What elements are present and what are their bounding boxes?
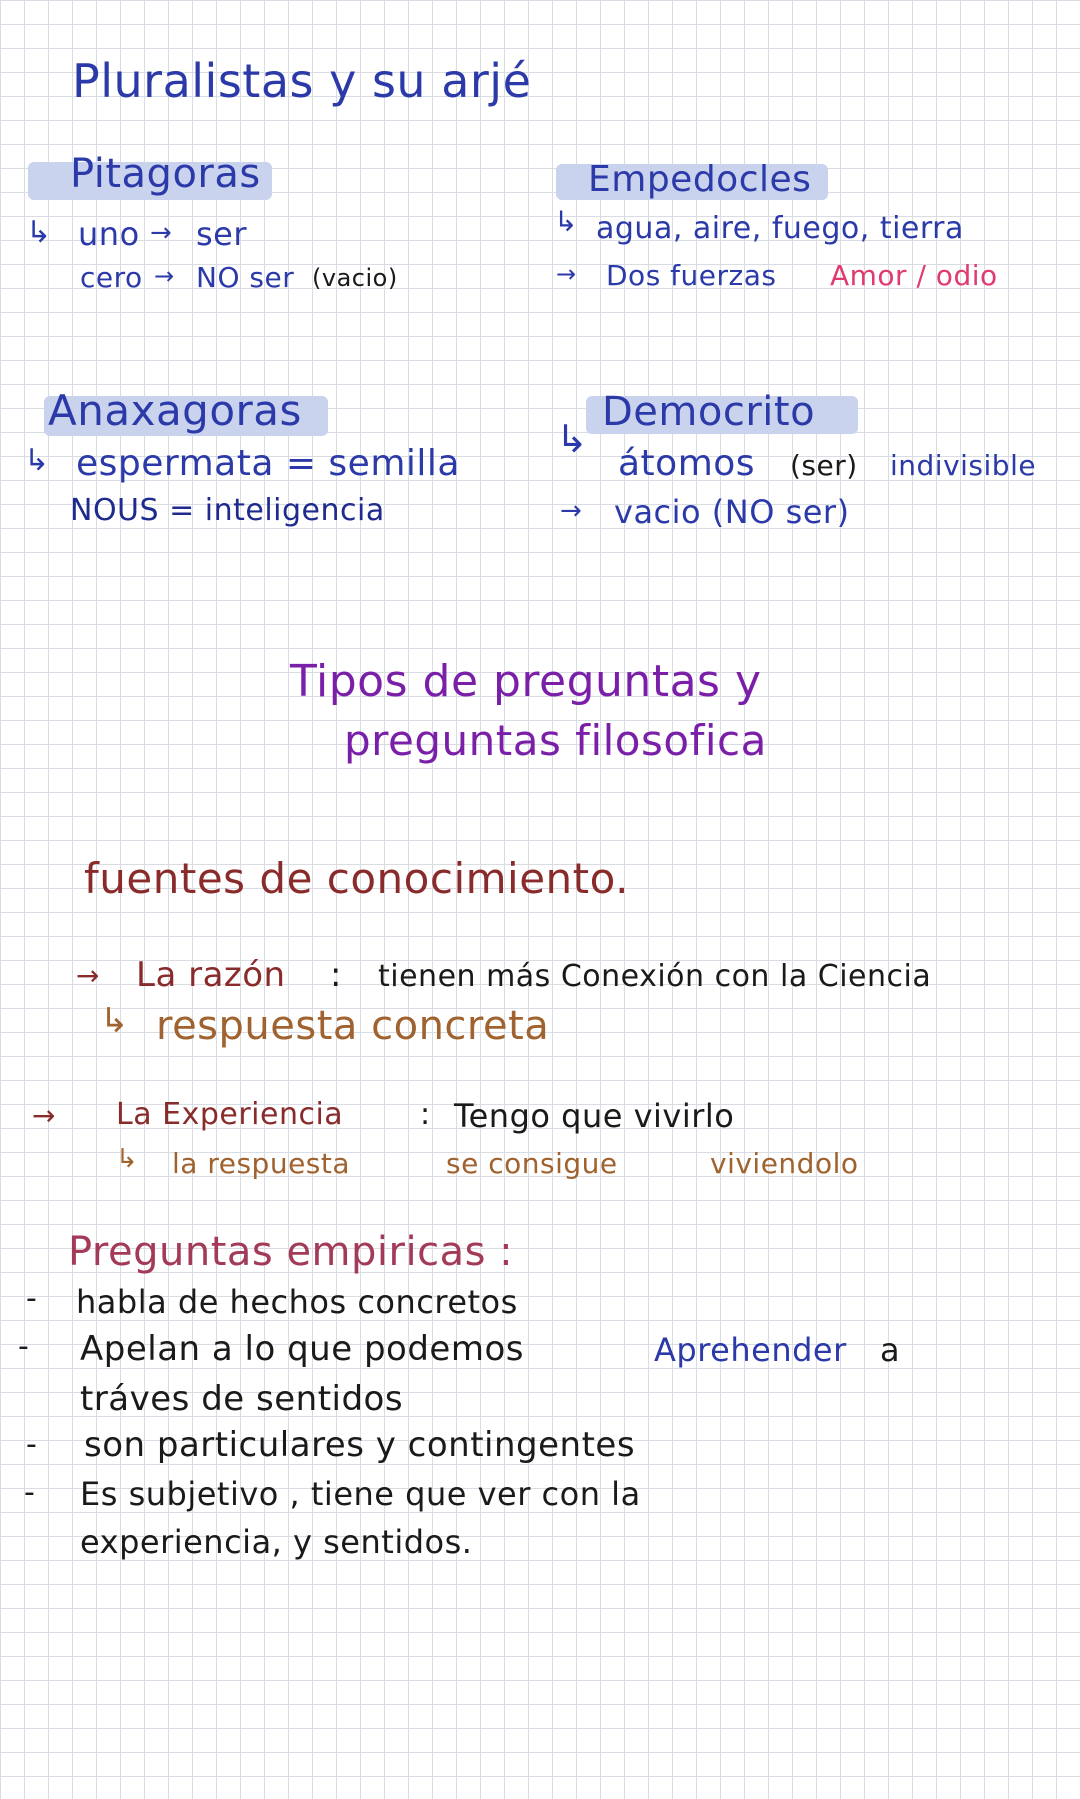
experiencia-label: La Experiencia: [116, 1097, 344, 1132]
section-title-line2: preguntas filosofica: [344, 716, 767, 765]
experiencia-sub-b: se consigue: [446, 1147, 618, 1180]
anaxagoras-heading: Anaxagoras: [48, 386, 302, 435]
hook-arrow-icon: ↳: [556, 417, 589, 461]
democrito-heading: Democrito: [602, 389, 816, 435]
empiricas-bullet-2a: Apelan a lo que podemos: [80, 1329, 524, 1369]
razon-label: La razón: [136, 955, 286, 995]
hook-arrow-icon: ↳: [26, 215, 52, 250]
pitagoras-line2-a: cero: [80, 261, 143, 294]
bullet-dash: -: [24, 1475, 36, 1510]
bullet-dash: -: [18, 1329, 30, 1364]
razon-sub: respuesta concreta: [156, 1003, 550, 1049]
democrito-line2: vacio (NO ser): [614, 493, 850, 531]
pitagoras-heading: Pitagoras: [70, 151, 261, 197]
anaxagoras-line1: espermata = semilla: [76, 443, 460, 484]
hook-arrow-icon: ↳: [554, 205, 578, 238]
experiencia-desc: Tengo que vivirlo: [454, 1097, 735, 1135]
empiricas-bullet-4: Es subjetivo , tiene que ver con la: [80, 1475, 641, 1513]
hook-arrow-icon: ↳: [100, 1001, 129, 1041]
democrito-line1-b: (ser): [790, 449, 858, 482]
pitagoras-line2-b: NO ser: [196, 261, 295, 294]
fuentes-heading: fuentes de conocimiento.: [84, 854, 629, 903]
experiencia-sub-c: viviendolo: [710, 1147, 859, 1180]
democrito-line1-c: indivisible: [890, 449, 1037, 482]
empiricas-bullet-1: habla de hechos concretos: [76, 1283, 518, 1321]
arrow-icon: →: [560, 496, 583, 526]
page-title: Pluralistas y su arjé: [72, 54, 532, 108]
empiricas-heading: Preguntas empiricas :: [68, 1229, 514, 1275]
bullet-dash: -: [26, 1427, 38, 1462]
section-title-line1: Tipos de preguntas y: [290, 656, 762, 707]
pitagoras-line1-b: ser: [196, 215, 248, 253]
empiricas-bullet-4-line2: experiencia, y sentidos.: [80, 1523, 473, 1561]
empiricas-bullet-2-line2: tráves de sentidos: [80, 1379, 404, 1419]
hook-arrow-icon: ↳: [116, 1144, 139, 1174]
anaxagoras-line2: NOUS = inteligencia: [70, 493, 385, 528]
bullet-dash: -: [26, 1281, 38, 1316]
empedocles-line2-b: Amor / odio: [830, 259, 998, 292]
arrow-icon: →: [556, 260, 577, 288]
arrow-icon: →: [154, 262, 175, 290]
empedocles-heading: Empedocles: [588, 159, 812, 200]
empiricas-bullet-3: son particulares y contingentes: [84, 1425, 636, 1465]
empedocles-line2-a: Dos fuerzas: [606, 259, 777, 292]
razon-colon: :: [330, 955, 342, 995]
arrow-icon: →: [76, 959, 100, 992]
empedocles-line1: agua, aire, fuego, tierra: [596, 211, 964, 246]
arrow-icon: →: [150, 218, 173, 248]
arrow-icon: →: [32, 1099, 56, 1132]
hook-arrow-icon: ↳: [24, 443, 50, 478]
democrito-line1-a: átomos: [618, 443, 756, 484]
empiricas-bullet-2c: a: [880, 1331, 901, 1369]
pitagoras-line1-a: uno: [78, 215, 140, 253]
pitagoras-line2-c: (vacio): [312, 264, 398, 292]
experiencia-colon: :: [420, 1097, 431, 1132]
experiencia-sub-a: la respuesta: [172, 1147, 351, 1180]
empiricas-bullet-2b: Aprehender: [654, 1331, 847, 1369]
razon-desc: tienen más Conexión con la Ciencia: [378, 959, 932, 994]
